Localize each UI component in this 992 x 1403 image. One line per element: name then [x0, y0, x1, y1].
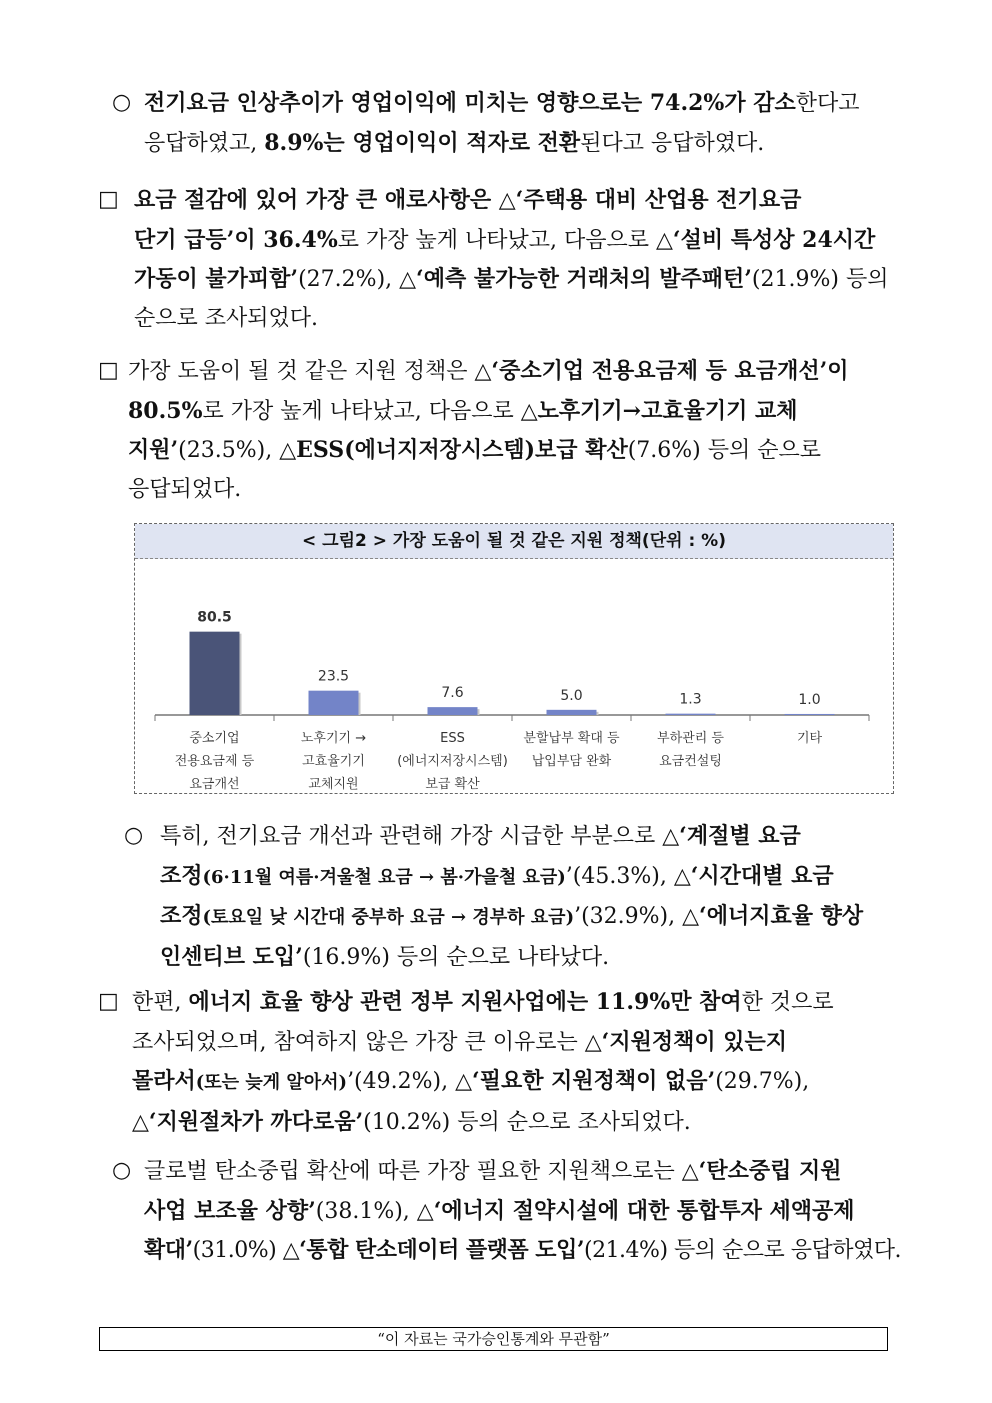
text-line: 순으로 조사되었다. — [134, 305, 319, 331]
footer-note: “이 자료는 국가승인통계와 무관함” — [99, 1327, 888, 1351]
text-line: 응답하였고, 8.9%는 영업이익이 적자로 전환된다고 응답하였다. — [144, 129, 765, 156]
bar-5 — [666, 714, 716, 715]
text-line: 지원’(23.5%), △ESS(에너지저장시스템)보급 확산(7.6%) 등의 순으로 — [128, 437, 822, 463]
paragraph-cost-difficulty — [98, 181, 898, 338]
text-line: 조정(6·11월 여름·겨울철 요금 → 봄·가을철 요금)’(45.3%), △‘시간대별 요금 — [160, 862, 834, 889]
text-line: 가장 도움이 될 것 같은 지원 정책은 △‘중소기업 전용요금제 등 요금개선’이 — [128, 358, 849, 384]
text-line: 단기 급등’이 36.4%로 가장 높게 나타났고, 다음으로 △‘설비 특성상 24시간 — [134, 226, 876, 253]
category-label: 납입부담 완화 — [531, 754, 612, 769]
category-label: 노후기기 → — [300, 731, 367, 746]
category-label: ESS — [440, 731, 465, 746]
text-line: 확대’(31.0%) △‘통합 탄소데이터 플랫폼 도입’(21.4%) 등의 순으로 응답하였다. — [144, 1237, 902, 1263]
square-bullet: □ — [98, 989, 119, 1014]
text-line: 조정(토요일 낮 시간대 중부하 요금 → 경부하 요금)’(32.9%), △‘에너지효율 향상 — [160, 903, 864, 929]
bar-6 — [785, 714, 835, 715]
category-label: (에너지저장시스템) — [397, 754, 508, 769]
paragraph-urgent-items — [124, 817, 898, 977]
category-label: 요금컨설팅 — [659, 754, 722, 769]
text-line: 몰라서(또는 늦게 알아서)’(49.2%), △‘필요한 지원정책이 없음’(29.7%), — [132, 1068, 810, 1094]
data-label: 80.5 — [197, 609, 232, 626]
category-label: 부하관리 등 — [657, 731, 724, 746]
category-label: 고효율기기 — [302, 754, 365, 769]
category-label: 교체지원 — [308, 777, 359, 792]
category-label: 전용요금제 등 — [174, 754, 255, 769]
category-label: 요금개선 — [189, 777, 240, 792]
paragraph-support-policy — [98, 352, 898, 509]
paragraph-operating-profit — [112, 84, 898, 163]
square-bullet: □ — [98, 358, 119, 383]
text-line: 글로벌 탄소중립 확산에 따른 가장 필요한 지원책으로는 △‘탄소중립 지원 — [144, 1158, 842, 1184]
text-line: 가동이 불가피함’(27.2%), △‘예측 불가능한 거래처의 발주패턴’(21.9%) 등의 — [134, 266, 889, 292]
data-label: 5.0 — [560, 687, 583, 704]
text-line: 80.5%로 가장 높게 나타났고, 다음으로 △노후기기→고효율기기 교체 — [128, 397, 798, 424]
category-label: 중소기업 — [189, 731, 240, 746]
bar-4 — [547, 710, 597, 715]
bar-1 — [190, 632, 240, 715]
paragraph-carbon-neutral — [112, 1152, 902, 1271]
category-label: 보급 확산 — [425, 777, 480, 792]
text-line: 특히, 전기요금 개선과 관련해 가장 시급한 부분으로 △‘계절별 요금 — [160, 823, 801, 849]
bar-2 — [309, 691, 359, 715]
circle-bullet: ○ — [112, 1158, 132, 1183]
data-label: 23.5 — [317, 668, 350, 685]
bar-3 — [428, 707, 478, 715]
circle-bullet: ○ — [124, 823, 144, 848]
data-label: 1.3 — [679, 691, 702, 708]
bar-chart — [135, 559, 893, 793]
figure-support-policy-chart — [134, 523, 894, 794]
text-line: 인센티브 도입’(16.9%) 등의 순으로 나타났다. — [160, 943, 610, 970]
data-label: 7.6 — [441, 685, 464, 702]
text-line: 사업 보조율 상향’(38.1%), △‘에너지 절약시설에 대한 통합투자 세액공제 — [144, 1197, 855, 1224]
paragraph-participation — [98, 983, 898, 1142]
text-line: 응답되었다. — [128, 476, 242, 502]
figure-title: < 그림2 > 가장 도움이 될 것 같은 지원 정책(단위 : %) — [135, 524, 893, 559]
text-line: △‘지원절차가 까다로움’(10.2%) 등의 순으로 조사되었다. — [132, 1108, 691, 1135]
text-line: 한편, 에너지 효율 향상 관련 정부 지원사업에는 11.9%만 참여한 것으로 — [132, 989, 834, 1015]
text-line: 전기요금 인상추이가 영업이익에 미치는 영향으로는 74.2%가 감소한다고 — [144, 90, 860, 116]
square-bullet: □ — [98, 187, 119, 212]
category-label: 기타 — [796, 731, 823, 746]
text-line: 조사되었으며, 참여하지 않은 가장 큰 이유로는 △‘지원정책이 있는지 — [132, 1028, 788, 1055]
category-label: 분할납부 확대 등 — [523, 731, 620, 746]
circle-bullet: ○ — [112, 90, 132, 115]
text-line: 요금 절감에 있어 가장 큰 애로사항은 △‘주택용 대비 산업용 전기요금 — [134, 187, 802, 213]
data-label: 1.0 — [798, 691, 821, 708]
